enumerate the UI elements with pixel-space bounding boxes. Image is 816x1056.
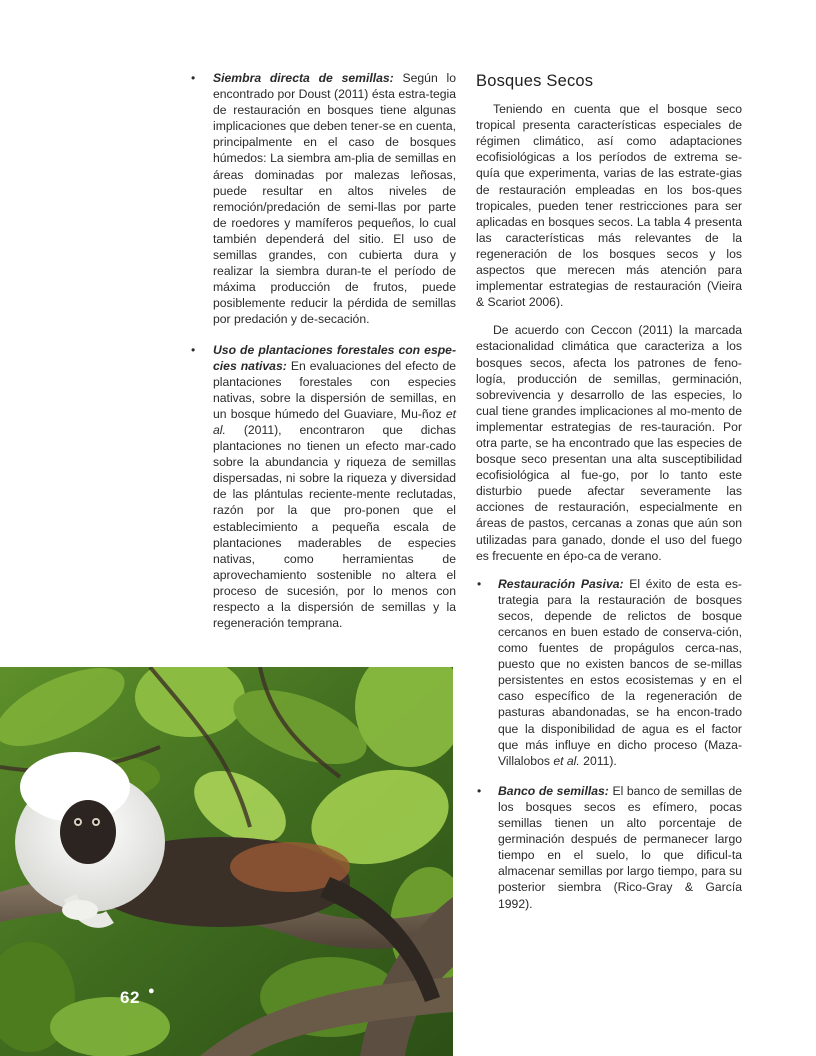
tamarin-photo (0, 667, 453, 1056)
tamarin-illustration (0, 667, 453, 1056)
page-number-mark: ● (148, 985, 155, 997)
term-label: Uso de plantaciones forestales con espe-cies nativas: (213, 342, 456, 373)
paragraph: De acuerdo con Ceccon (2011) la marcada estacionalidad climática que caracteriza a los bosques secos, afecta los patrones de feno-logía, producción de semillas, germinación, sobrevivencia y desarrollo de las especies, lo cual tiene grandes implicaciones al mo-mento de implementar estrategias de res-tauración. Por otra parte, se ha encontrado que las especies de bosque seco presentan una alta susceptibilidad ecofisiológica al fue-go, por lo tanto este disturbio puede afectar severamente las acciones de restauración, especialmente en áreas de pastos, cercanas a zonas que aún son utilizadas para ganado, donde el uso del fuego es frecuente en épo-ca de verano. (476, 323, 742, 563)
list-item (476, 576, 742, 769)
term-label: Siembra directa de semillas: (213, 71, 394, 85)
list-item (476, 783, 742, 912)
list-item (190, 70, 456, 328)
right-bullet-list (476, 576, 742, 912)
paragraph: Teniendo en cuenta que el bosque seco tropical presenta características especiales de régimen climático, así como adaptaciones ecofisiológicas a los períodos de extrema se-quía que experimenta, varias de las estrate-gias de restauración empleadas en los bos-ques tropicales, pueden tener restricciones para ser aplicadas en bosques secos. La tabla 4 presenta las características más relevantes de la regeneración de los bosques secos y los aspectos que merecen más atención para implementar estrategias de restauración (Vieira & Scariot 2006). (476, 102, 742, 310)
term-label: Restauración Pasiva: (498, 576, 624, 591)
bullet-icon: • (191, 71, 196, 85)
left-column (190, 70, 456, 645)
item-text: En evaluaciones del efecto de plantaciones forestales con especies nativas, sobre la dispersión de semillas, en un bosque húmedo del Guaviare, Mu-ñoz (213, 358, 457, 421)
citation-etal: et al. (213, 406, 456, 437)
citation-etal: et al. (553, 753, 580, 768)
item-text: El éxito de esta es-trategia para la restauración de bosques secos, depende de relictos de bosque cercanos en buen estado de conserva-ción, como fuentes de propágulos cerca-nas, puesto que no existen bancos de se-millas persistentes en estos ecosistemas y en el caso específico de la regeneración de pasturas abandonadas, se ha encon-trado que la disponibilidad de agua es el factor que más influye en dicho proceso (Maza-Villalobos (498, 576, 742, 768)
page-number: 62 (120, 988, 140, 1007)
bullet-icon: • (477, 783, 482, 798)
item-text: El banco de semillas de los bosques secos es efímero, pocas semillas tienen un alto porcentaje de germinación después de permanecer largo tiempo en el suelo, lo que dificul-ta almacenar semillas por largo tiempo, para su posterior siembra (Rico-Gray & García 1992). (498, 783, 742, 911)
term-label: Banco de semillas: (498, 783, 609, 798)
item-text: (2011), encontraron que dichas plantaciones no tienen un efecto mar-cado sobre la abundancia y riqueza de semillas dispersadas, ni sobre la riqueza y diversidad de las plántulas reciente-mente reclutadas, razón por la que pro-ponen que el establecimiento a pequeña escala de plantaciones maderables de especies nativas, como herramientas de aprovechamiento sostenible no altera el proceso de sucesión, por lo menos con respecto a la dispersión de semillas y la regeneración temprana. (213, 422, 456, 631)
bullet-icon: • (191, 342, 196, 357)
item-text: Según lo encontrado por Doust (2011) ésta estra-tegia de restauración en bosques tiene algunas implicaciones que deben tener-se en cuenta, principalmente en el caso de bosques húmedos: La siembra am-plia de semillas en áreas dominadas por malezas leñosas, puede resultar en altos niveles de remoción/predación de semi-llas por parte de roedores y mamíferos pequeños, lo cual también dependerá del sitio. El uso de semillas grandes, con cubierta dura y realizar la siembra duran-te el período de máxima producción de frutos, puede posiblemente reducir la pérdida de semillas por predación y de-secación. (213, 71, 456, 327)
section-title: Bosques Secos (476, 72, 594, 90)
bullet-icon: • (477, 576, 482, 591)
item-text: 2011). (583, 753, 617, 768)
list-item (190, 342, 456, 632)
left-bullet-list (190, 70, 456, 631)
right-column (476, 70, 742, 926)
